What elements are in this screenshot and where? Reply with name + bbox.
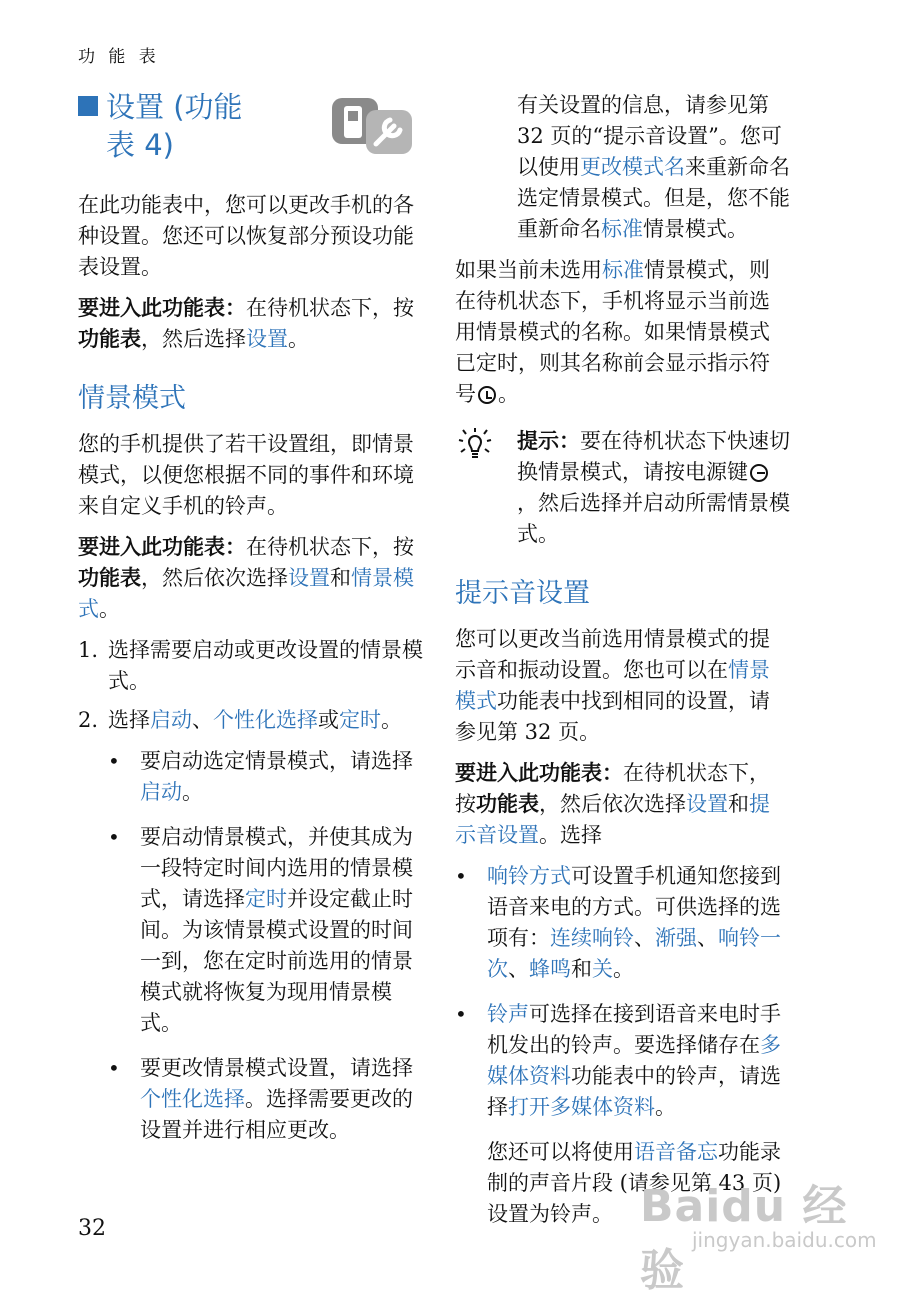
option-link-general[interactable]: 标准: [602, 258, 644, 282]
menu-key-label: 功能表: [78, 327, 141, 351]
option-link-personalise[interactable]: 个性化选择: [213, 708, 318, 732]
bullet-dot-icon: •: [108, 825, 120, 849]
access-text: ，然后选择: [141, 327, 246, 351]
bullet-dot-icon: •: [108, 1056, 120, 1080]
menu-key-label: 功能表: [476, 792, 539, 816]
heading-tone-settings: 提示音设置: [455, 578, 590, 609]
option-link-ring-once[interactable]: 响铃一次: [487, 926, 781, 981]
option-link-off[interactable]: 关: [592, 957, 613, 981]
steps-list: [78, 635, 423, 736]
bullet-item: [108, 822, 423, 1039]
title-line-1: 设置 (功能: [106, 90, 243, 124]
option-link-timed[interactable]: 定时: [339, 708, 381, 732]
option-link-beep[interactable]: 蜂鸣: [529, 957, 571, 981]
body-text: 功能表中找到相同的设置，请参见第 32 页。: [455, 689, 770, 744]
access-text: 和: [728, 792, 749, 816]
access-text: 在待机状态下，按: [455, 761, 770, 816]
tip-text: 要在待机状态下快速切换情景模式，请按电源键: [517, 429, 790, 484]
bullet-dot-icon: •: [455, 1002, 467, 1026]
step-item: [78, 705, 423, 736]
bullet-text: 。: [613, 957, 634, 981]
body-text: 来重新命名选定情景模式。但是，您不能重新命名: [517, 155, 790, 241]
profiles-intro: 您的手机提供了若干设置组，即情景模式，以便您根据不同的事件和环境来自定义手机的铃声。: [78, 432, 414, 518]
access-lead: 要进入此功能表：: [78, 535, 246, 559]
bullet-text: 可设置手机通知您接到语音来电的方式。可供选择的选项有：: [487, 864, 781, 950]
step-number: 1.: [78, 638, 99, 662]
menu-key-label: 功能表: [78, 566, 141, 590]
menu-link-voice-recorder[interactable]: 语音备忘: [634, 1140, 718, 1164]
tones-access: [455, 758, 790, 851]
access-text: 。: [288, 327, 309, 351]
heading-profiles: 情景模式: [78, 383, 186, 414]
running-head: 功 能 表: [78, 47, 160, 67]
option-link-ascending[interactable]: 渐强: [655, 926, 697, 950]
tone-options-list: [455, 861, 790, 1123]
intro-paragraph: 在此功能表中，您可以更改手机的各种设置。您还可以恢复部分预设功能表设置。: [78, 193, 414, 279]
right-column: [455, 88, 790, 1240]
timer-indicator-icon: [478, 386, 496, 404]
options-bullet-list: [78, 746, 423, 1146]
step-text: 、: [192, 708, 213, 732]
bullet-dot-icon: •: [108, 749, 120, 773]
watermark-url: jingyan.baidu.com: [692, 1228, 877, 1252]
menu-link-settings[interactable]: 设置: [246, 327, 288, 351]
step-text: 选择: [108, 708, 150, 732]
bullet-text: 要启动选定情景模式，请选择: [140, 749, 413, 773]
bullet-text: 可选择在接到语音来电时手机发出的铃声。要选择储存在: [487, 1002, 781, 1057]
option-link-activate[interactable]: 启动: [140, 780, 182, 804]
bullet-item: [108, 1053, 423, 1146]
title-square-icon: [78, 96, 98, 116]
bullet-text: 、: [697, 926, 718, 950]
body-text: 情景模式，则在待机状态下，手机将显示当前选用情景模式的名称。如果情景模式已定时，则其名称前会显示指示符号: [455, 258, 770, 406]
body-text: 。: [498, 382, 519, 406]
bullet-text: 要更改情景模式设置，请选择: [140, 1056, 413, 1080]
tip-box: [455, 426, 790, 550]
left-column: [78, 88, 423, 1160]
access-text: 。: [99, 597, 120, 621]
option-link-open-gallery[interactable]: 打开多媒体资料: [508, 1095, 655, 1119]
lightbulb-icon: [455, 426, 495, 466]
menu-link-profiles[interactable]: 情景模式: [455, 658, 770, 713]
access-text: 在待机状态下，按: [246, 535, 414, 559]
body-text: 功能录制的声音片段 (请参见第 43 页) 设置为铃声。: [487, 1140, 782, 1226]
profiles-display-note: [455, 255, 790, 410]
step-text: 。: [381, 708, 402, 732]
watermark: [640, 1150, 877, 1296]
menu-link-profiles[interactable]: 情景模式: [78, 566, 414, 621]
tones-intro: [455, 624, 790, 748]
body-text: 有关设置的信息，请参见第 32 页的“提示音设置”。您可以使用: [517, 93, 782, 179]
bullet-item: [455, 999, 790, 1123]
section-title: [78, 88, 243, 164]
option-link-general[interactable]: 标准: [601, 217, 643, 241]
bullet-text: 功能表中的铃声，请选择: [487, 1064, 781, 1119]
access-text: ，然后依次选择: [141, 566, 288, 590]
profiles-continued: [455, 90, 790, 245]
menu-link-settings[interactable]: 设置: [686, 792, 728, 816]
settings-icon: [330, 96, 416, 158]
body-text: 您还可以将使用: [487, 1140, 634, 1164]
tip-lead: 提示：: [517, 429, 580, 453]
body-text: 如果当前未选用: [455, 258, 602, 282]
access-text: 在待机状态下，按: [246, 296, 414, 320]
menu-link-tone-settings[interactable]: 提示音设置: [455, 792, 770, 847]
bullet-dot-icon: •: [455, 864, 467, 888]
body-text: 您可以更改当前选用情景模式的提示音和振动设置。您也可以在: [455, 627, 770, 682]
option-link-ringing-tone[interactable]: 铃声: [487, 1002, 529, 1026]
menu-link-gallery[interactable]: 多媒体资料: [487, 1033, 781, 1088]
access-text: 。选择: [539, 823, 602, 847]
section-header: [78, 88, 423, 178]
step-number: 2.: [78, 708, 99, 732]
step-text: 或: [318, 708, 339, 732]
access-text: 和: [330, 566, 351, 590]
option-link-personalise[interactable]: 个性化选择: [140, 1087, 245, 1111]
option-link-rename[interactable]: 更改模式名: [580, 155, 685, 179]
power-key-icon: [750, 464, 768, 482]
access-lead: 要进入此功能表：: [455, 761, 623, 785]
page-number: 32: [78, 1216, 106, 1241]
bullet-text: 并设定截止时间。为该情景模式设置的时间一到，您在定时前选用的情景模式就将恢复为现用情景模式。: [140, 887, 413, 1035]
bullet-text: 。选择需要更改的设置并进行相应更改。: [140, 1087, 413, 1142]
title-line-2: 表 4): [106, 128, 174, 162]
step-text: 选择需要启动或更改设置的情景模式。: [108, 638, 423, 693]
bullet-text: 和: [571, 957, 592, 981]
option-link-timed[interactable]: 定时: [245, 887, 287, 911]
watermark-brand: Baidu 经验: [640, 1181, 848, 1296]
option-link-activate[interactable]: 启动: [150, 708, 192, 732]
body-text: 情景模式。: [643, 217, 748, 241]
bullet-text: 。: [182, 780, 203, 804]
bullet-text: 、: [634, 926, 655, 950]
access-text: ，然后依次选择: [539, 792, 686, 816]
step-item: [78, 635, 423, 697]
bullet-item: [455, 861, 790, 985]
menu-link-settings[interactable]: 设置: [288, 566, 330, 590]
access-lead: 要进入此功能表：: [78, 296, 246, 320]
bullet-item: [108, 746, 423, 808]
profiles-access: [78, 532, 423, 625]
bullet-text: 。: [655, 1095, 676, 1119]
access-instructions: [78, 293, 423, 355]
bullet-text: 、: [508, 957, 529, 981]
tip-text: ，然后选择并启动所需情景模式。: [517, 491, 790, 546]
option-link-ringing[interactable]: 连续响铃: [550, 926, 634, 950]
bullet-text: 要启动情景模式，并使其成为一段特定时间内选用的情景模式，请选择: [140, 825, 413, 911]
option-link-ringing-type[interactable]: 响铃方式: [487, 864, 571, 888]
